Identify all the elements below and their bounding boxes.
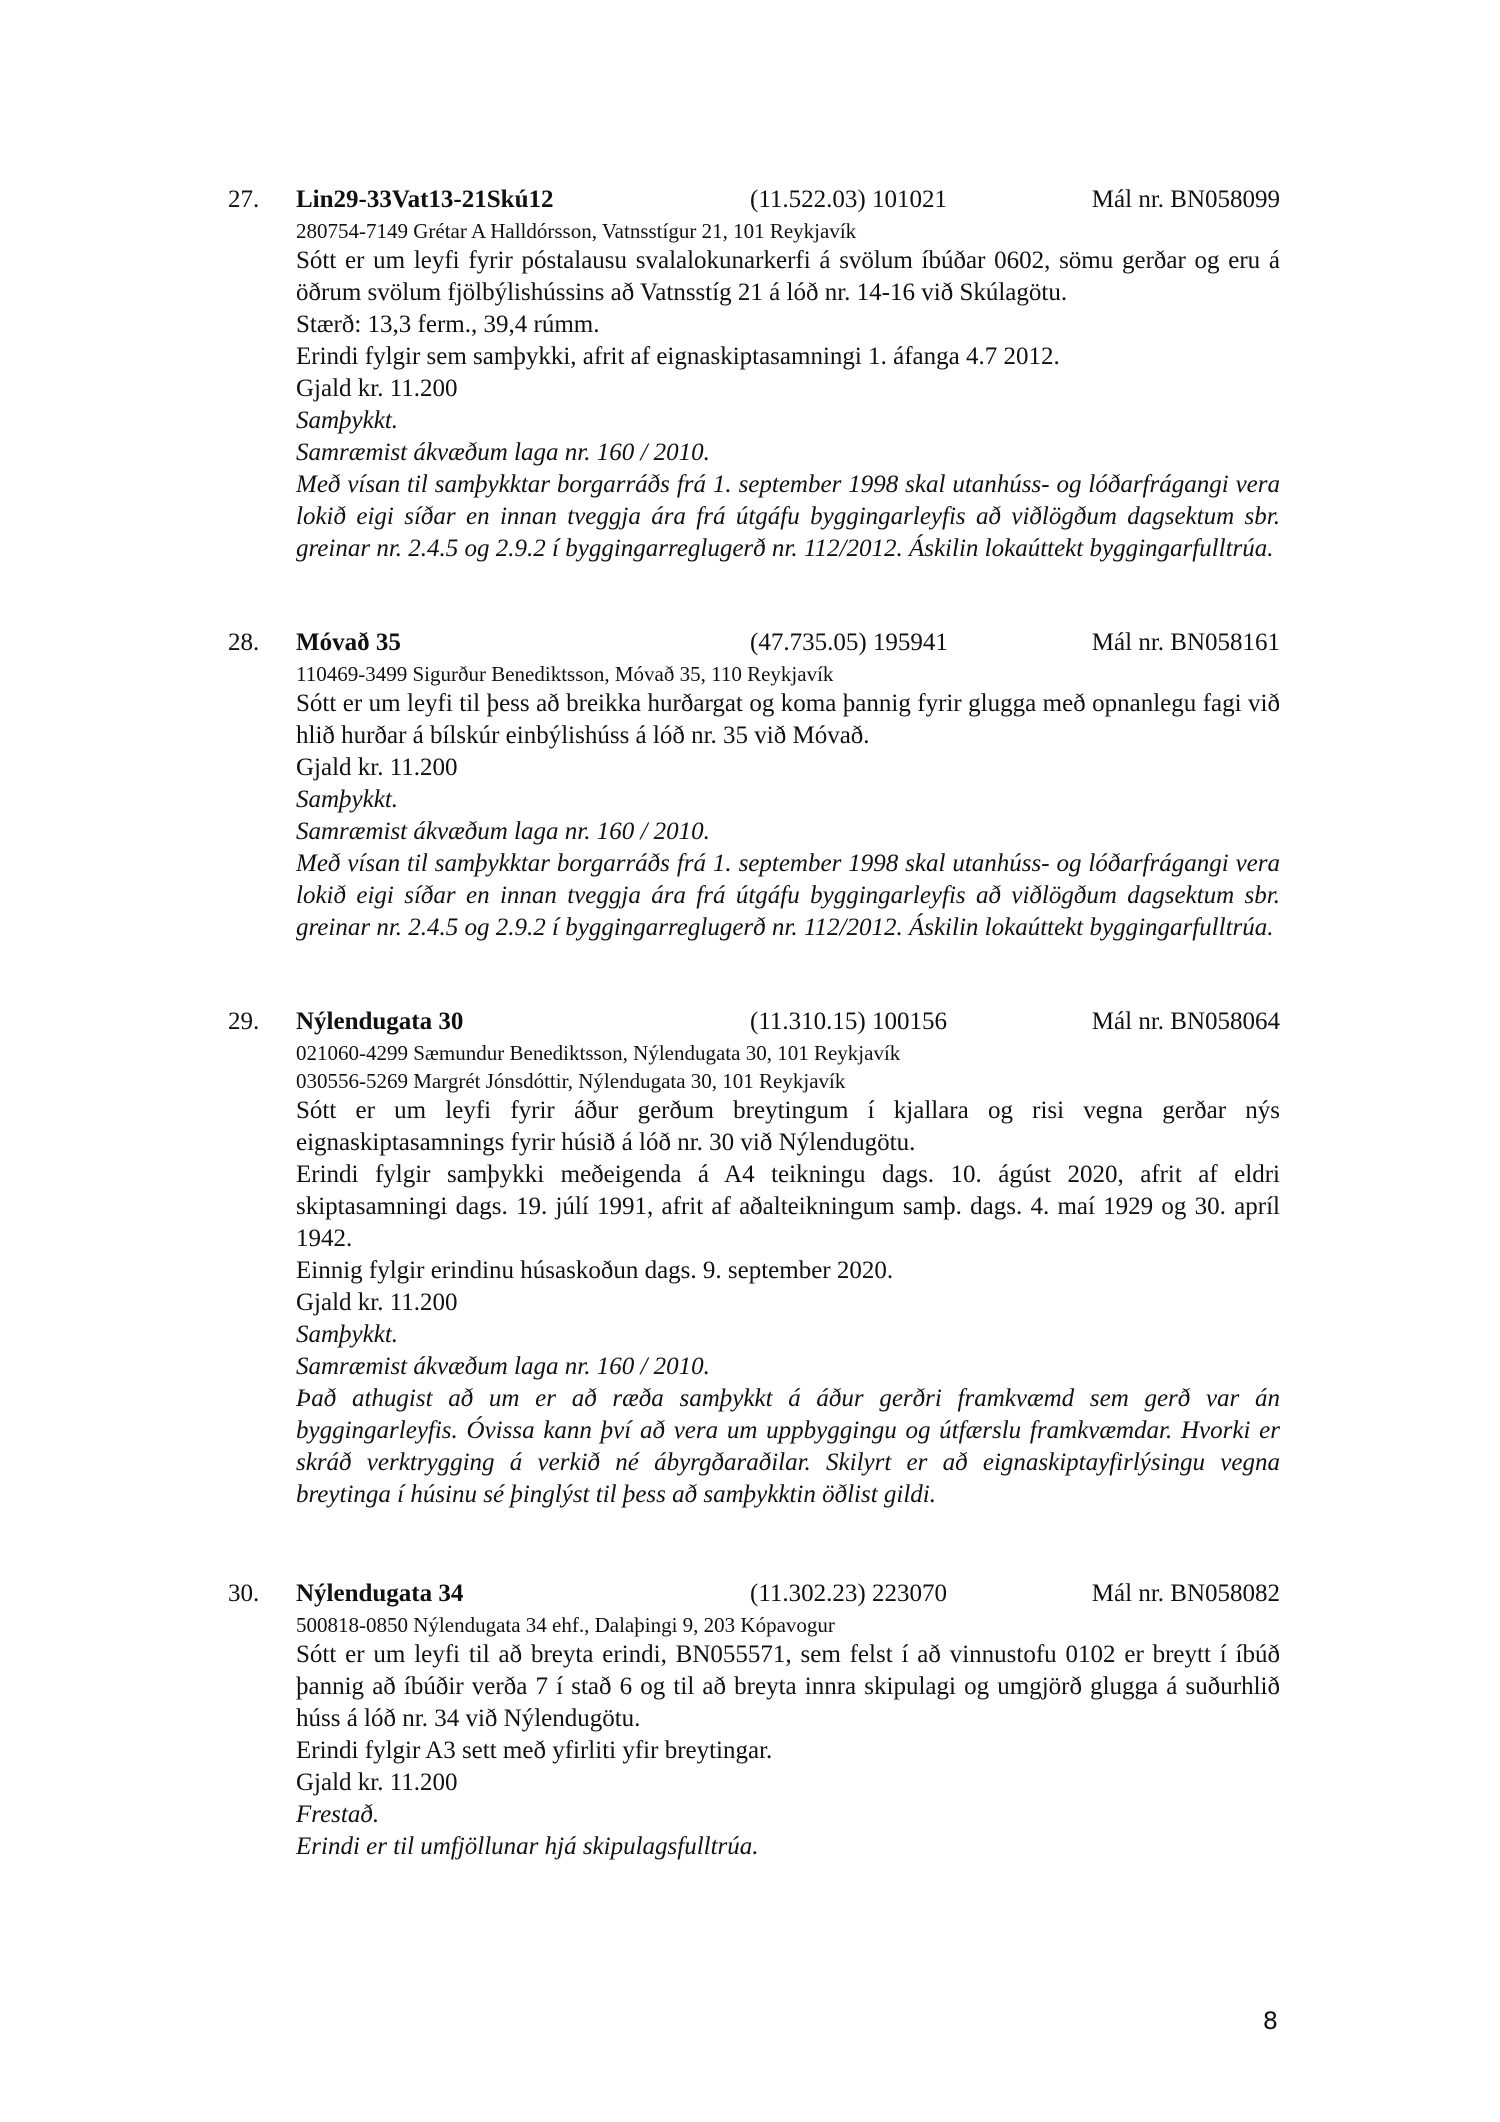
entry-case-number: Mál nr. BN058082 — [1091, 1580, 1280, 1607]
entry-body — [296, 660, 1280, 944]
entry-28 — [228, 626, 1280, 944]
entry-number: 30. — [228, 1580, 260, 1607]
paragraph: Einnig fylgir erindinu húsaskoðun dags. 9. september 2020. — [296, 1257, 894, 1284]
entry-property-code: (47.735.05) 195941 — [750, 629, 948, 656]
condition-note: Það athugist að um er að ræða samþykkt á áður gerðri framkvæmd sem gerð var án byggingarleyfis. Óvissa kann því að vera um uppbyggingu og útfærslu framkvæmdar. Hvorki er skráð verktrygging á verkið né ábyrgðaraðilar. Skilyrt er að eignaskiptayfirlýsingu vegna breytinga í húsinu sé þinglýst til þess að samþykktin öðlist gildi. — [296, 1385, 1280, 1508]
fee: Gjald kr. 11.200 — [296, 375, 458, 402]
paragraph: Sótt er um leyfi fyrir áður gerðum breytingum í kjallara og risi vegna gerðar nýs eignaskiptasamnings fyrir húsið á lóð nr. 30 við Nýlendugötu. — [296, 1097, 1280, 1156]
entry-29 — [228, 1005, 1280, 1511]
entry-30 — [228, 1577, 1280, 1863]
page-number: 8 — [1262, 2007, 1278, 2035]
entry-case-number: Mál nr. BN058099 — [1091, 186, 1280, 213]
applicant: 030556-5269 Margrét Jónsdóttir, Nýlendugata 30, 101 Reykjavík — [296, 1069, 846, 1093]
entry-header — [228, 1577, 1280, 1611]
entry-header — [228, 183, 1280, 217]
applicant: 021060-4299 Sæmundur Benediktsson, Nýlendugata 30, 101 Reykjavík — [296, 1041, 901, 1065]
entry-number: 29. — [228, 1008, 260, 1035]
applicant: 110469-3499 Sigurður Benediktsson, Móvað 35, 110 Reykjavík — [296, 662, 834, 686]
referral-note: Erindi er til umfjöllunar hjá skipulagsfulltrúa. — [296, 1833, 759, 1860]
entry-property-code: (11.310.15) 100156 — [750, 1008, 947, 1035]
entry-27 — [228, 183, 1280, 565]
entry-title: Nýlendugata 30 — [296, 1008, 464, 1035]
entry-number: 27. — [228, 186, 260, 213]
decision: Samþykkt. — [296, 1321, 399, 1348]
fee: Gjald kr. 11.200 — [296, 754, 458, 781]
compliance-note: Samræmist ákvæðum laga nr. 160 / 2010. — [296, 1353, 710, 1380]
compliance-note: Samræmist ákvæðum laga nr. 160 / 2010. — [296, 439, 710, 466]
paragraph: Erindi fylgir samþykki meðeigenda á A4 teikningu dags. 10. ágúst 2020, afrit af eldri skiptasamningi dags. 19. júlí 1991, afrit af aðalteikningum samþ. dags. 4. maí 1929 og 30. apríl 1942. — [296, 1161, 1280, 1252]
entry-body — [296, 217, 1280, 565]
entry-property-code: (11.522.03) 101021 — [750, 186, 947, 213]
paragraph: Sótt er um leyfi fyrir póstalausu svalalokunarkerfi á svölum íbúðar 0602, sömu gerðar og eru á öðrum svölum fjölbýlishússins að Vatnsstíg 21 á lóð nr. 14-16 við Skúlagötu. — [296, 247, 1280, 306]
entry-body — [296, 1611, 1280, 1863]
paragraph: Stærð: 13,3 ferm., 39,4 rúmm. — [296, 311, 600, 338]
applicant: 500818-0850 Nýlendugata 34 ehf., Dalaþingi 9, 203 Kópavogur — [296, 1613, 835, 1637]
decision: Frestað. — [296, 1801, 380, 1828]
entry-body — [296, 1039, 1280, 1511]
compliance-note: Samræmist ákvæðum laga nr. 160 / 2010. — [296, 818, 710, 845]
fee: Gjald kr. 11.200 — [296, 1289, 458, 1316]
entry-case-number: Mál nr. BN058161 — [1091, 629, 1280, 656]
decision: Samþykkt. — [296, 407, 399, 434]
paragraph: Sótt er um leyfi til að breyta erindi, BN055571, sem felst í að vinnustofu 0102 er breytt í íbúð þannig að íbúðir verða 7 í stað 6 og til að breyta innra skipulagi og umgjörð glugga á suðurhlið húss á lóð nr. 34 við Nýlendugötu. — [296, 1641, 1280, 1732]
entry-title: Lin29-33Vat13-21Skú12 — [296, 186, 554, 213]
decision: Samþykkt. — [296, 786, 399, 813]
paragraph: Sótt er um leyfi til þess að breikka hurðargat og koma þannig fyrir glugga með opnanlegu fagi við hlið hurðar á bílskúr einbýlishúss á lóð nr. 35 við Móvað. — [296, 690, 1280, 749]
entry-title: Móvað 35 — [296, 629, 401, 656]
entry-case-number: Mál nr. BN058064 — [1091, 1008, 1280, 1035]
fee: Gjald kr. 11.200 — [296, 1769, 458, 1796]
applicant: 280754-7149 Grétar A Halldórsson, Vatnsstígur 21, 101 Reykjavík — [296, 219, 857, 243]
paragraph: Erindi fylgir A3 sett með yfirliti yfir breytingar. — [296, 1737, 773, 1764]
entry-header — [228, 1005, 1280, 1039]
condition-note: Með vísan til samþykktar borgarráðs frá 1. september 1998 skal utanhúss- og lóðarfrágangi vera lokið eigi síðar en innan tveggja ára frá útgáfu byggingarleyfis að viðlögðum dagsektum sbr. greinar nr. 2.4.5 og 2.9.2 í byggingarreglugerð nr. 112/2012. Áskilin lokaúttekt byggingarfulltrúa. — [296, 471, 1280, 562]
entry-header — [228, 626, 1280, 660]
entry-title: Nýlendugata 34 — [296, 1580, 464, 1607]
entry-number: 28. — [228, 629, 260, 656]
entry-property-code: (11.302.23) 223070 — [750, 1580, 947, 1607]
condition-note: Með vísan til samþykktar borgarráðs frá 1. september 1998 skal utanhúss- og lóðarfrágangi vera lokið eigi síðar en innan tveggja ára frá útgáfu byggingarleyfis að viðlögðum dagsektum sbr. greinar nr. 2.4.5 og 2.9.2 í byggingarreglugerð nr. 112/2012. Áskilin lokaúttekt byggingarfulltrúa. — [296, 850, 1280, 941]
paragraph: Erindi fylgir sem samþykki, afrit af eignaskiptasamningi 1. áfanga 4.7 2012. — [296, 343, 1060, 370]
